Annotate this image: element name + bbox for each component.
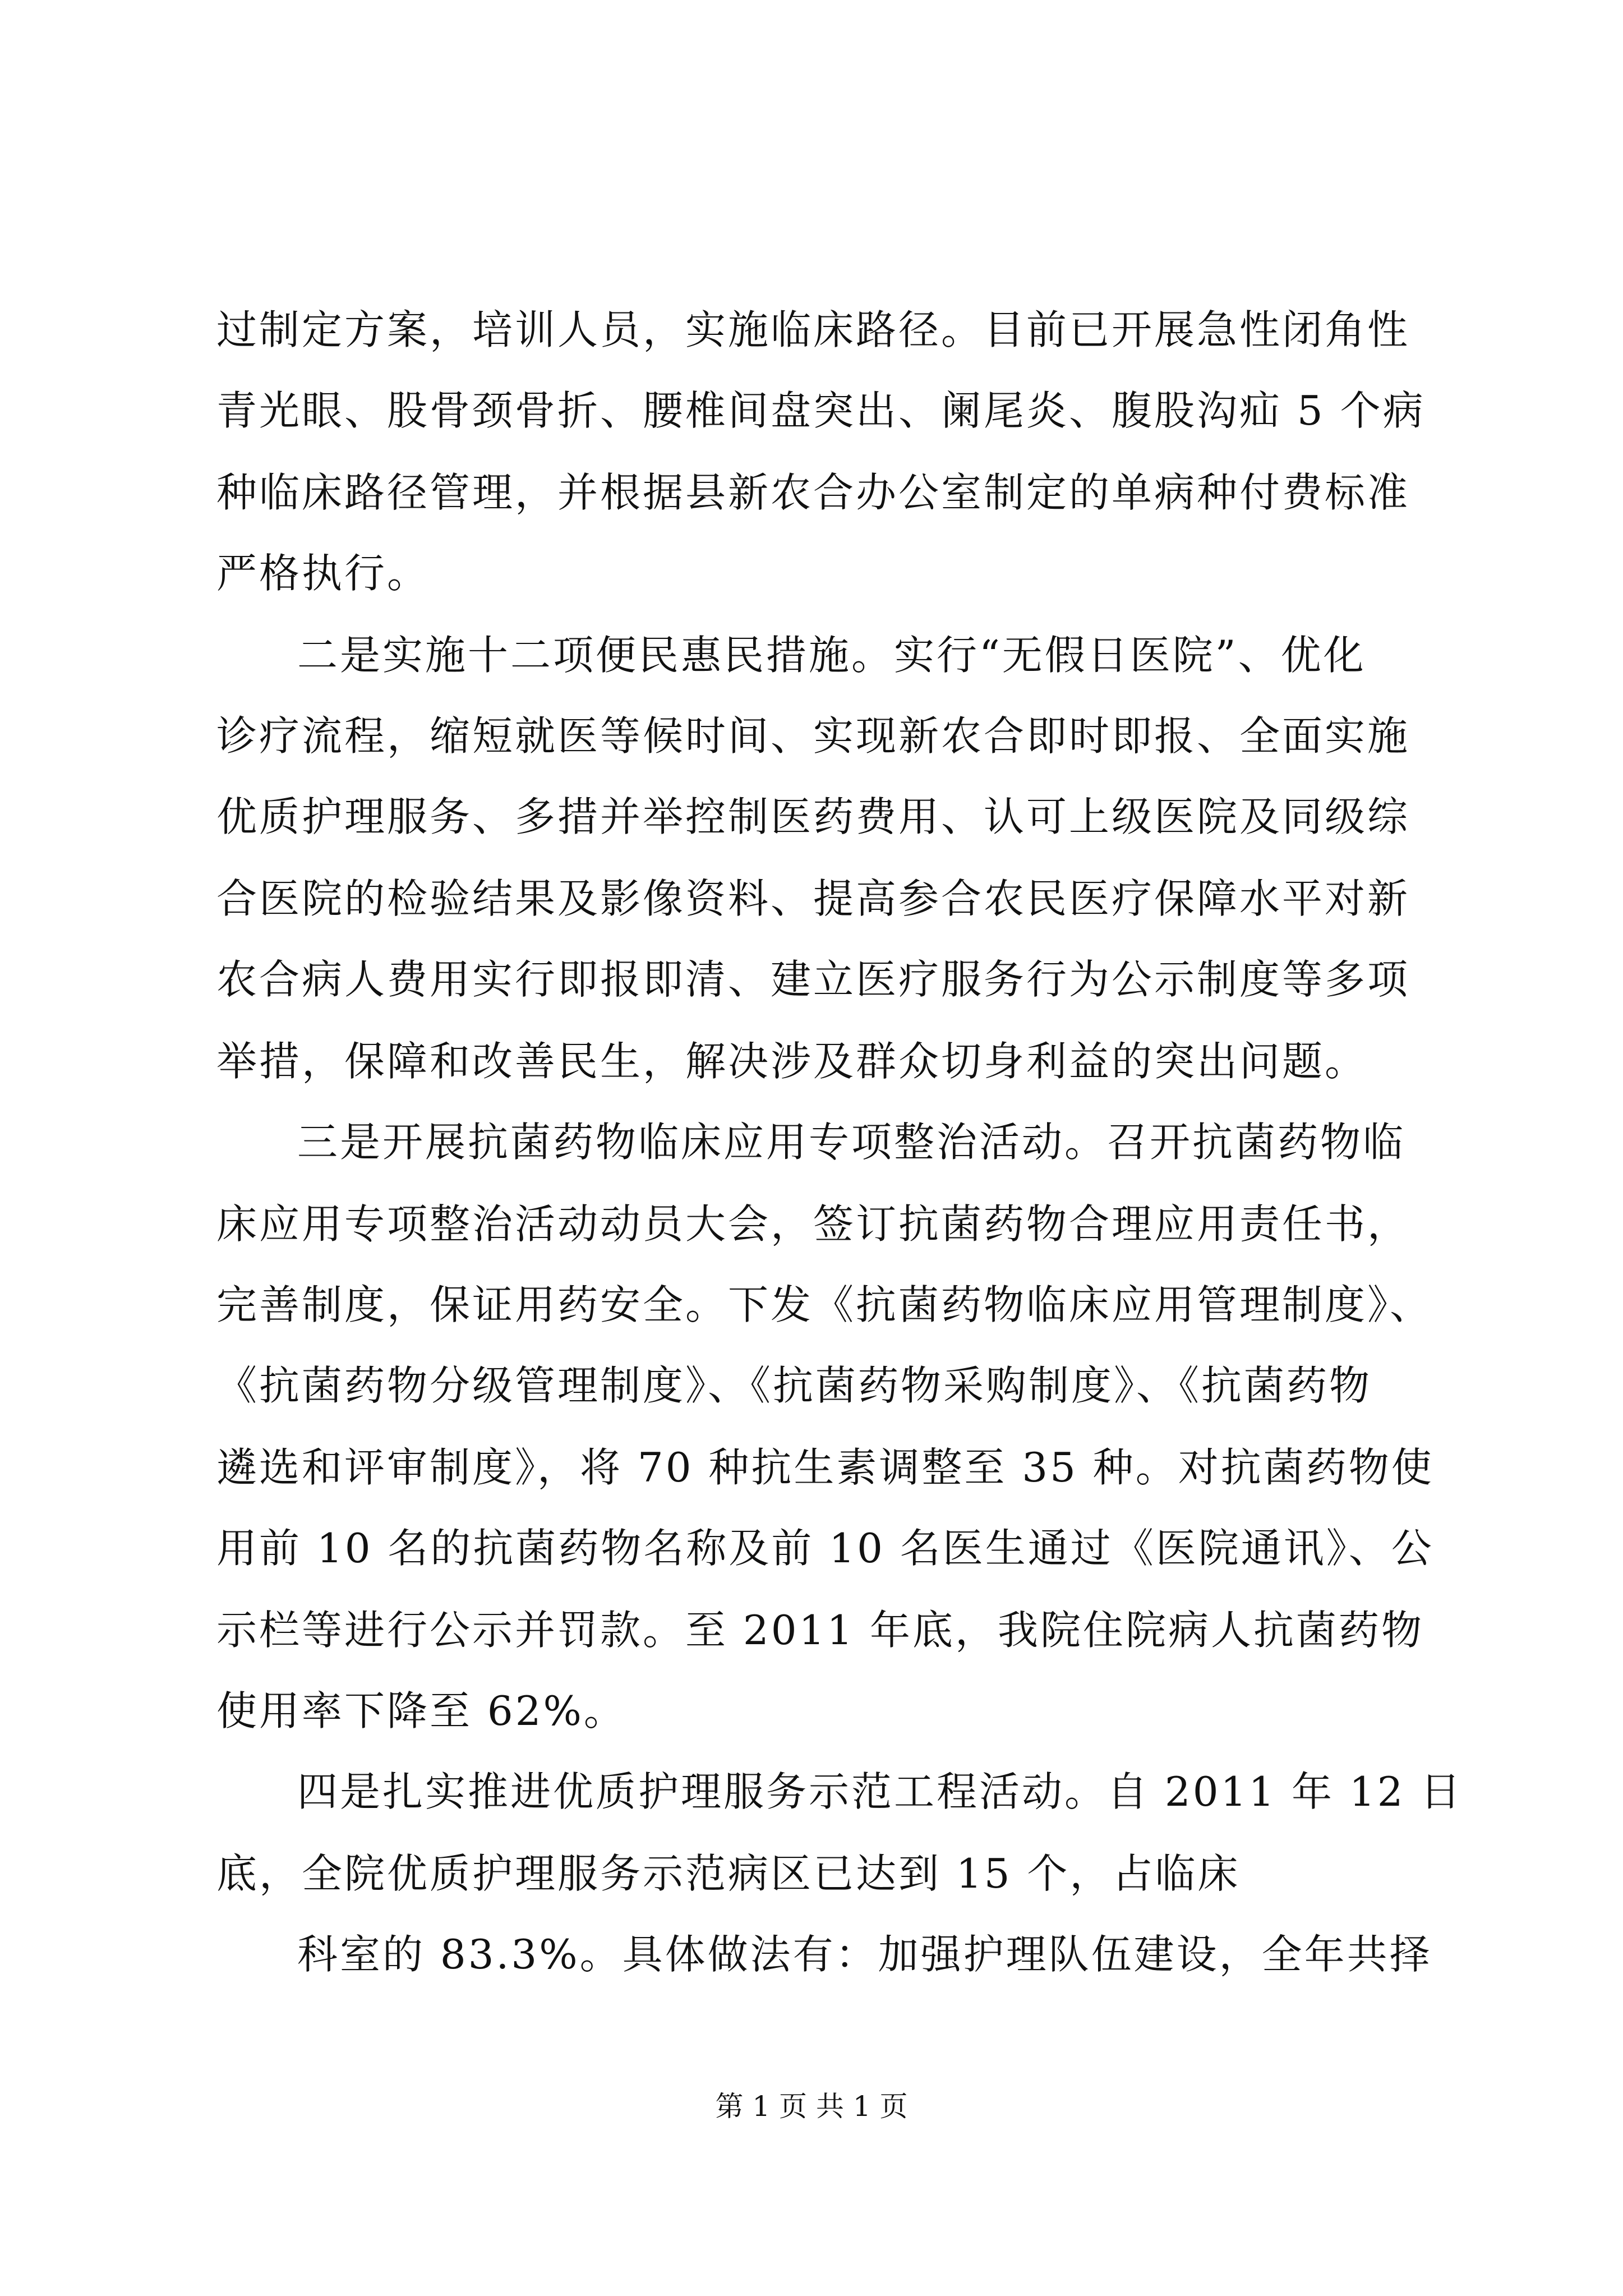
paragraph-first-line: 三是开展抗菌药物临床应用专项整治活动。召开抗菌药物临 [297,1119,1406,1166]
body-text-line: 遴选和评审制度》，将 70 种抗生素调整至 35 种。对抗菌药物使 [216,1444,1434,1491]
page-footer: 第 1 页 共 1 页 [715,2090,908,2123]
body-text-line: 《抗菌药物分级管理制度》、《抗菌药物采购制度》、《抗菌药物 [216,1362,1372,1409]
body-text-line: 过制定方案，培训人员，实施临床路径。目前已开展急性闭角性 [216,306,1410,353]
body-text-line: 举措，保障和改善民生，解决涉及群众切身利益的突出问题。 [216,1038,1368,1085]
paragraph-first-line: 四是扎实推进优质护理服务示范工程活动。自 2011 年 12 日 [297,1768,1463,1815]
body-text-line: 使用率下降至 62%。 [216,1687,626,1734]
body-text-line: 优质护理服务、多措并举控制医药费用、认可上级医院及同级综 [216,793,1410,840]
body-text-line: 用前 10 名的抗菌药物名称及前 10 名医生通过《医院通讯》、公 [216,1525,1434,1572]
body-text-line: 底，全院优质护理服务示范病区已达到 15 个，占临床 [216,1850,1241,1897]
body-text-line: 诊疗流程，缩短就医等候时间、实现新农合即时即报、全面实施 [216,712,1410,760]
paragraph-first-line: 二是实施十二项便民惠民措施。实行“无假日医院”、优化 [297,632,1366,679]
body-text-line: 农合病人费用实行即报即清、建立医疗服务行为公示制度等多项 [216,956,1410,1003]
body-text-line: 种临床路径管理，并根据县新农合办公室制定的单病种付费标准 [216,469,1410,516]
body-text-line: 示栏等进行公示并罚款。至 2011 年底，我院住院病人抗菌药物 [216,1607,1424,1654]
body-text-line: 严格执行。 [216,550,430,597]
body-text-line: 完善制度，保证用药安全。下发《抗菌药物临床应用管理制度》、 [216,1281,1433,1328]
body-text-line: 青光眼、股骨颈骨折、腰椎间盘突出、阑尾炎、腹股沟疝 5 个病 [216,387,1426,434]
body-text-line: 床应用专项整治活动动员大会，签订抗菌药物合理应用责任书， [216,1200,1410,1248]
body-text-line: 科室的 83.3%。具体做法有：加强护理队伍建设，全年共择 [297,1931,1432,1978]
body-text-line: 合医院的检验结果及影像资料、提高参合农民医疗保障水平对新 [216,875,1410,922]
